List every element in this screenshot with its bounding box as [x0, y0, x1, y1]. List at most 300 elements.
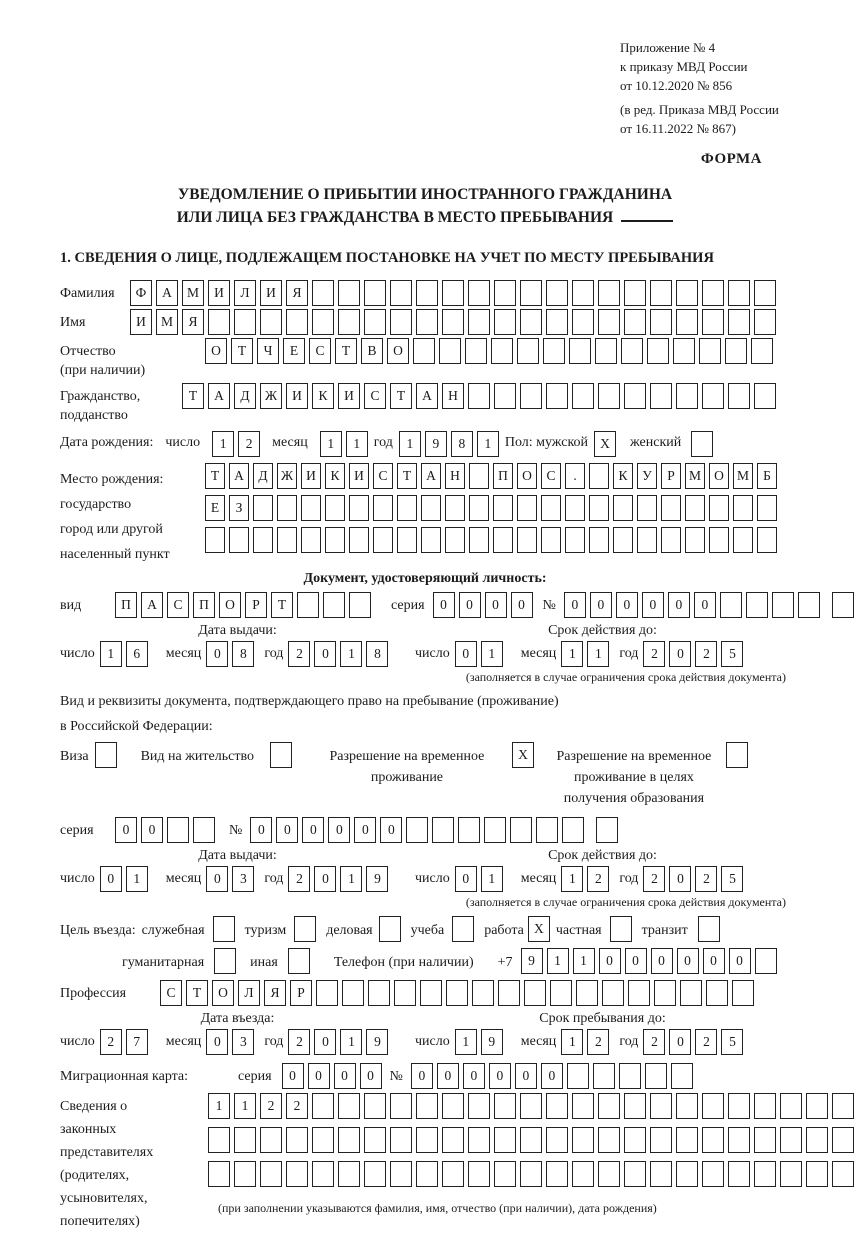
- char-box[interactable]: [445, 527, 465, 553]
- char-box[interactable]: [469, 463, 489, 489]
- char-box[interactable]: [494, 280, 516, 306]
- char-box[interactable]: А: [229, 463, 249, 489]
- char-box[interactable]: Д: [253, 463, 273, 489]
- char-box[interactable]: [598, 383, 620, 409]
- char-box[interactable]: [442, 1127, 464, 1153]
- char-box[interactable]: Т: [335, 338, 357, 364]
- char-box[interactable]: [301, 527, 321, 553]
- char-box[interactable]: С: [541, 463, 561, 489]
- char-box[interactable]: 1: [346, 431, 368, 457]
- checkbox-purpose-business[interactable]: [379, 916, 401, 942]
- char-box[interactable]: [780, 1093, 802, 1119]
- checkbox-purpose-humanitarian[interactable]: [214, 948, 236, 974]
- char-box[interactable]: [780, 1161, 802, 1187]
- char-box[interactable]: [728, 280, 750, 306]
- char-box[interactable]: М: [685, 463, 705, 489]
- char-box[interactable]: [676, 309, 698, 335]
- char-box[interactable]: [325, 495, 345, 521]
- char-box[interactable]: 0: [625, 948, 647, 974]
- char-box[interactable]: А: [416, 383, 438, 409]
- char-box[interactable]: [806, 1161, 828, 1187]
- char-box[interactable]: [520, 1161, 542, 1187]
- char-box[interactable]: [754, 1093, 776, 1119]
- char-box[interactable]: 8: [451, 431, 473, 457]
- char-box[interactable]: [702, 1127, 724, 1153]
- char-box[interactable]: 1: [561, 866, 583, 892]
- char-box[interactable]: 0: [433, 592, 455, 618]
- char-box[interactable]: Т: [390, 383, 412, 409]
- char-box[interactable]: [234, 1161, 256, 1187]
- char-box[interactable]: А: [156, 280, 178, 306]
- char-box[interactable]: [468, 1093, 490, 1119]
- char-box[interactable]: [338, 1127, 360, 1153]
- char-box[interactable]: 0: [282, 1063, 304, 1089]
- char-box[interactable]: [709, 527, 729, 553]
- char-box[interactable]: [368, 980, 390, 1006]
- char-box[interactable]: 2: [643, 641, 665, 667]
- char-box[interactable]: 2: [288, 641, 310, 667]
- char-box[interactable]: 1: [100, 641, 122, 667]
- char-box[interactable]: [416, 1161, 438, 1187]
- char-box[interactable]: [373, 527, 393, 553]
- char-box[interactable]: [442, 309, 464, 335]
- char-box[interactable]: Я: [264, 980, 286, 1006]
- char-box[interactable]: [654, 980, 676, 1006]
- char-box[interactable]: [569, 338, 591, 364]
- char-box[interactable]: 2: [286, 1093, 308, 1119]
- char-box[interactable]: С: [160, 980, 182, 1006]
- char-box[interactable]: [494, 309, 516, 335]
- char-box[interactable]: [798, 592, 820, 618]
- char-box[interactable]: 1: [340, 1029, 362, 1055]
- char-box[interactable]: [832, 1093, 854, 1119]
- char-box[interactable]: [439, 338, 461, 364]
- char-box[interactable]: [562, 817, 584, 843]
- char-box[interactable]: У: [637, 463, 657, 489]
- char-box[interactable]: 0: [459, 592, 481, 618]
- char-box[interactable]: [676, 280, 698, 306]
- char-box[interactable]: [676, 1093, 698, 1119]
- char-box[interactable]: 0: [354, 817, 376, 843]
- char-box[interactable]: [546, 1093, 568, 1119]
- char-box[interactable]: [390, 309, 412, 335]
- char-box[interactable]: 0: [437, 1063, 459, 1089]
- char-box[interactable]: [572, 1127, 594, 1153]
- char-box[interactable]: Ф: [130, 280, 152, 306]
- char-box[interactable]: [520, 383, 542, 409]
- char-box[interactable]: Я: [286, 280, 308, 306]
- char-box[interactable]: [619, 1063, 641, 1089]
- char-box[interactable]: [572, 280, 594, 306]
- char-box[interactable]: [468, 1127, 490, 1153]
- char-box[interactable]: [520, 1093, 542, 1119]
- char-box[interactable]: [647, 338, 669, 364]
- char-box[interactable]: [772, 592, 794, 618]
- char-box[interactable]: [621, 338, 643, 364]
- char-box[interactable]: К: [613, 463, 633, 489]
- char-box[interactable]: 2: [695, 1029, 717, 1055]
- char-box[interactable]: [416, 1127, 438, 1153]
- char-box[interactable]: 1: [547, 948, 569, 974]
- char-box[interactable]: 0: [360, 1063, 382, 1089]
- char-box[interactable]: Т: [397, 463, 417, 489]
- char-box[interactable]: [498, 980, 520, 1006]
- char-box[interactable]: [598, 1127, 620, 1153]
- char-box[interactable]: О: [212, 980, 234, 1006]
- char-box[interactable]: [733, 527, 753, 553]
- char-box[interactable]: [754, 383, 776, 409]
- char-box[interactable]: 0: [334, 1063, 356, 1089]
- char-box[interactable]: [624, 1127, 646, 1153]
- checkbox-purpose-official[interactable]: [213, 916, 235, 942]
- char-box[interactable]: [706, 980, 728, 1006]
- char-box[interactable]: 0: [616, 592, 638, 618]
- char-box[interactable]: [780, 1127, 802, 1153]
- char-box[interactable]: К: [312, 383, 334, 409]
- char-box[interactable]: М: [733, 463, 753, 489]
- char-box[interactable]: [312, 309, 334, 335]
- char-box[interactable]: [312, 1161, 334, 1187]
- char-box[interactable]: [364, 309, 386, 335]
- char-box[interactable]: [676, 1161, 698, 1187]
- char-box[interactable]: [286, 1161, 308, 1187]
- char-box[interactable]: [325, 527, 345, 553]
- char-box[interactable]: [541, 495, 561, 521]
- char-box[interactable]: 0: [115, 817, 137, 843]
- char-box[interactable]: [420, 980, 442, 1006]
- char-box[interactable]: С: [167, 592, 189, 618]
- char-box[interactable]: И: [301, 463, 321, 489]
- char-box[interactable]: [702, 1161, 724, 1187]
- char-box[interactable]: [397, 527, 417, 553]
- char-box[interactable]: [728, 1127, 750, 1153]
- char-box[interactable]: [596, 817, 618, 843]
- char-box[interactable]: [661, 495, 681, 521]
- char-box[interactable]: [458, 817, 480, 843]
- char-box[interactable]: [576, 980, 598, 1006]
- char-box[interactable]: [546, 309, 568, 335]
- char-box[interactable]: 0: [511, 592, 533, 618]
- char-box[interactable]: 1: [208, 1093, 230, 1119]
- char-box[interactable]: [572, 309, 594, 335]
- char-box[interactable]: О: [517, 463, 537, 489]
- char-box[interactable]: М: [182, 280, 204, 306]
- char-box[interactable]: 0: [206, 1029, 228, 1055]
- char-box[interactable]: [602, 980, 624, 1006]
- char-box[interactable]: [491, 338, 513, 364]
- char-box[interactable]: [565, 527, 585, 553]
- char-box[interactable]: С: [309, 338, 331, 364]
- char-box[interactable]: [234, 309, 256, 335]
- char-box[interactable]: 5: [721, 1029, 743, 1055]
- char-box[interactable]: [546, 1127, 568, 1153]
- char-box[interactable]: [598, 280, 620, 306]
- char-box[interactable]: [680, 980, 702, 1006]
- char-box[interactable]: Т: [271, 592, 293, 618]
- checkbox-sex-female[interactable]: [691, 431, 713, 457]
- char-box[interactable]: 1: [455, 1029, 477, 1055]
- char-box[interactable]: [468, 280, 490, 306]
- char-box[interactable]: [709, 495, 729, 521]
- char-box[interactable]: 0: [590, 592, 612, 618]
- char-box[interactable]: [685, 495, 705, 521]
- char-box[interactable]: [520, 309, 542, 335]
- char-box[interactable]: [546, 280, 568, 306]
- char-box[interactable]: [702, 383, 724, 409]
- char-box[interactable]: [754, 1161, 776, 1187]
- char-box[interactable]: [193, 817, 215, 843]
- char-box[interactable]: [253, 495, 273, 521]
- char-box[interactable]: [277, 527, 297, 553]
- char-box[interactable]: Е: [283, 338, 305, 364]
- char-box[interactable]: [517, 495, 537, 521]
- char-box[interactable]: [364, 280, 386, 306]
- char-box[interactable]: Н: [445, 463, 465, 489]
- char-box[interactable]: А: [208, 383, 230, 409]
- char-box[interactable]: [650, 280, 672, 306]
- char-box[interactable]: [650, 1093, 672, 1119]
- char-box[interactable]: О: [219, 592, 241, 618]
- char-box[interactable]: [685, 527, 705, 553]
- char-box[interactable]: [589, 463, 609, 489]
- char-box[interactable]: [754, 280, 776, 306]
- char-box[interactable]: [229, 527, 249, 553]
- char-box[interactable]: [520, 280, 542, 306]
- char-box[interactable]: [301, 495, 321, 521]
- char-box[interactable]: [494, 1093, 516, 1119]
- char-box[interactable]: [702, 280, 724, 306]
- char-box[interactable]: 2: [288, 866, 310, 892]
- checkbox-temp-residence[interactable]: X: [512, 742, 534, 768]
- char-box[interactable]: [208, 1127, 230, 1153]
- char-box[interactable]: [312, 280, 334, 306]
- char-box[interactable]: [624, 383, 646, 409]
- char-box[interactable]: [205, 527, 225, 553]
- char-box[interactable]: [806, 1093, 828, 1119]
- char-box[interactable]: 0: [642, 592, 664, 618]
- char-box[interactable]: .: [565, 463, 585, 489]
- char-box[interactable]: [445, 495, 465, 521]
- char-box[interactable]: 1: [561, 1029, 583, 1055]
- char-box[interactable]: [260, 309, 282, 335]
- char-box[interactable]: 0: [694, 592, 716, 618]
- char-box[interactable]: [416, 1093, 438, 1119]
- char-box[interactable]: 0: [651, 948, 673, 974]
- char-box[interactable]: [757, 527, 777, 553]
- char-box[interactable]: 9: [366, 866, 388, 892]
- char-box[interactable]: Т: [186, 980, 208, 1006]
- char-box[interactable]: [728, 383, 750, 409]
- char-box[interactable]: [260, 1161, 282, 1187]
- char-box[interactable]: 7: [126, 1029, 148, 1055]
- char-box[interactable]: О: [709, 463, 729, 489]
- char-box[interactable]: [733, 495, 753, 521]
- checkbox-purpose-other[interactable]: [288, 948, 310, 974]
- char-box[interactable]: 2: [695, 866, 717, 892]
- char-box[interactable]: [472, 980, 494, 1006]
- char-box[interactable]: [832, 1127, 854, 1153]
- char-box[interactable]: [650, 1161, 672, 1187]
- char-box[interactable]: 0: [541, 1063, 563, 1089]
- char-box[interactable]: [541, 527, 561, 553]
- char-box[interactable]: [364, 1161, 386, 1187]
- char-box[interactable]: [167, 817, 189, 843]
- char-box[interactable]: [536, 817, 558, 843]
- char-box[interactable]: И: [286, 383, 308, 409]
- char-box[interactable]: [595, 338, 617, 364]
- char-box[interactable]: [465, 338, 487, 364]
- char-box[interactable]: Б: [757, 463, 777, 489]
- char-box[interactable]: 0: [668, 592, 690, 618]
- char-box[interactable]: [699, 338, 721, 364]
- char-box[interactable]: [676, 383, 698, 409]
- char-box[interactable]: 1: [561, 641, 583, 667]
- char-box[interactable]: [349, 592, 371, 618]
- char-box[interactable]: Р: [290, 980, 312, 1006]
- char-box[interactable]: 3: [232, 866, 254, 892]
- char-box[interactable]: [277, 495, 297, 521]
- char-box[interactable]: [416, 309, 438, 335]
- char-box[interactable]: Ж: [260, 383, 282, 409]
- char-box[interactable]: [338, 1161, 360, 1187]
- char-box[interactable]: Ч: [257, 338, 279, 364]
- char-box[interactable]: [390, 1161, 412, 1187]
- char-box[interactable]: [468, 383, 490, 409]
- char-box[interactable]: [598, 309, 620, 335]
- char-box[interactable]: 2: [587, 1029, 609, 1055]
- char-box[interactable]: [613, 527, 633, 553]
- char-box[interactable]: [442, 1161, 464, 1187]
- checkbox-purpose-transit[interactable]: [698, 916, 720, 942]
- char-box[interactable]: П: [193, 592, 215, 618]
- char-box[interactable]: 0: [411, 1063, 433, 1089]
- char-box[interactable]: [671, 1063, 693, 1089]
- char-box[interactable]: [390, 1127, 412, 1153]
- char-box[interactable]: 0: [380, 817, 402, 843]
- char-box[interactable]: [661, 527, 681, 553]
- char-box[interactable]: Ж: [277, 463, 297, 489]
- char-box[interactable]: 0: [515, 1063, 537, 1089]
- char-box[interactable]: [406, 817, 428, 843]
- char-box[interactable]: 0: [455, 641, 477, 667]
- checkbox-sex-male[interactable]: X: [594, 431, 616, 457]
- char-box[interactable]: [468, 1161, 490, 1187]
- char-box[interactable]: И: [130, 309, 152, 335]
- char-box[interactable]: 1: [340, 866, 362, 892]
- char-box[interactable]: [728, 1093, 750, 1119]
- char-box[interactable]: [650, 383, 672, 409]
- char-box[interactable]: [364, 1093, 386, 1119]
- char-box[interactable]: 0: [314, 866, 336, 892]
- char-box[interactable]: 2: [100, 1029, 122, 1055]
- char-box[interactable]: [832, 592, 854, 618]
- char-box[interactable]: [720, 592, 742, 618]
- char-box[interactable]: Т: [231, 338, 253, 364]
- char-box[interactable]: [413, 338, 435, 364]
- char-box[interactable]: [754, 1127, 776, 1153]
- char-box[interactable]: [650, 309, 672, 335]
- char-box[interactable]: 0: [302, 817, 324, 843]
- char-box[interactable]: 0: [206, 866, 228, 892]
- char-box[interactable]: Л: [234, 280, 256, 306]
- char-box[interactable]: К: [325, 463, 345, 489]
- char-box[interactable]: [421, 527, 441, 553]
- char-box[interactable]: 2: [288, 1029, 310, 1055]
- char-box[interactable]: И: [349, 463, 369, 489]
- char-box[interactable]: И: [338, 383, 360, 409]
- char-box[interactable]: 0: [308, 1063, 330, 1089]
- char-box[interactable]: 1: [234, 1093, 256, 1119]
- char-box[interactable]: [338, 1093, 360, 1119]
- char-box[interactable]: 8: [366, 641, 388, 667]
- char-box[interactable]: [253, 527, 273, 553]
- char-box[interactable]: И: [208, 280, 230, 306]
- char-box[interactable]: [637, 495, 657, 521]
- char-box[interactable]: Д: [234, 383, 256, 409]
- char-box[interactable]: 0: [141, 817, 163, 843]
- char-box[interactable]: [517, 527, 537, 553]
- char-box[interactable]: 1: [399, 431, 421, 457]
- char-box[interactable]: 0: [455, 866, 477, 892]
- char-box[interactable]: [624, 1093, 646, 1119]
- char-box[interactable]: [208, 1161, 230, 1187]
- char-box[interactable]: [598, 1093, 620, 1119]
- char-box[interactable]: [546, 383, 568, 409]
- char-box[interactable]: 0: [250, 817, 272, 843]
- char-box[interactable]: [572, 383, 594, 409]
- char-box[interactable]: [416, 280, 438, 306]
- checkbox-temp-residence-education[interactable]: [726, 742, 748, 768]
- char-box[interactable]: О: [387, 338, 409, 364]
- char-box[interactable]: 1: [340, 641, 362, 667]
- char-box[interactable]: 9: [481, 1029, 503, 1055]
- char-box[interactable]: З: [229, 495, 249, 521]
- char-box[interactable]: [728, 1161, 750, 1187]
- char-box[interactable]: М: [156, 309, 178, 335]
- char-box[interactable]: [432, 817, 454, 843]
- char-box[interactable]: [702, 309, 724, 335]
- char-box[interactable]: [598, 1161, 620, 1187]
- char-box[interactable]: [754, 309, 776, 335]
- char-box[interactable]: [394, 980, 416, 1006]
- char-box[interactable]: Р: [661, 463, 681, 489]
- char-box[interactable]: С: [364, 383, 386, 409]
- char-box[interactable]: [338, 280, 360, 306]
- char-box[interactable]: [728, 309, 750, 335]
- char-box[interactable]: 8: [232, 641, 254, 667]
- char-box[interactable]: Н: [442, 383, 464, 409]
- char-box[interactable]: [316, 980, 338, 1006]
- char-box[interactable]: [364, 1127, 386, 1153]
- char-box[interactable]: 0: [314, 641, 336, 667]
- char-box[interactable]: [589, 527, 609, 553]
- char-box[interactable]: А: [141, 592, 163, 618]
- char-box[interactable]: [390, 1093, 412, 1119]
- char-box[interactable]: 0: [669, 866, 691, 892]
- char-box[interactable]: 9: [521, 948, 543, 974]
- char-box[interactable]: [628, 980, 650, 1006]
- char-box[interactable]: 0: [599, 948, 621, 974]
- char-box[interactable]: 0: [328, 817, 350, 843]
- checkbox-purpose-study[interactable]: [452, 916, 474, 942]
- char-box[interactable]: 6: [126, 641, 148, 667]
- char-box[interactable]: 0: [463, 1063, 485, 1089]
- char-box[interactable]: 2: [695, 641, 717, 667]
- char-box[interactable]: [312, 1093, 334, 1119]
- char-box[interactable]: [494, 1161, 516, 1187]
- char-box[interactable]: [421, 495, 441, 521]
- char-box[interactable]: [751, 338, 773, 364]
